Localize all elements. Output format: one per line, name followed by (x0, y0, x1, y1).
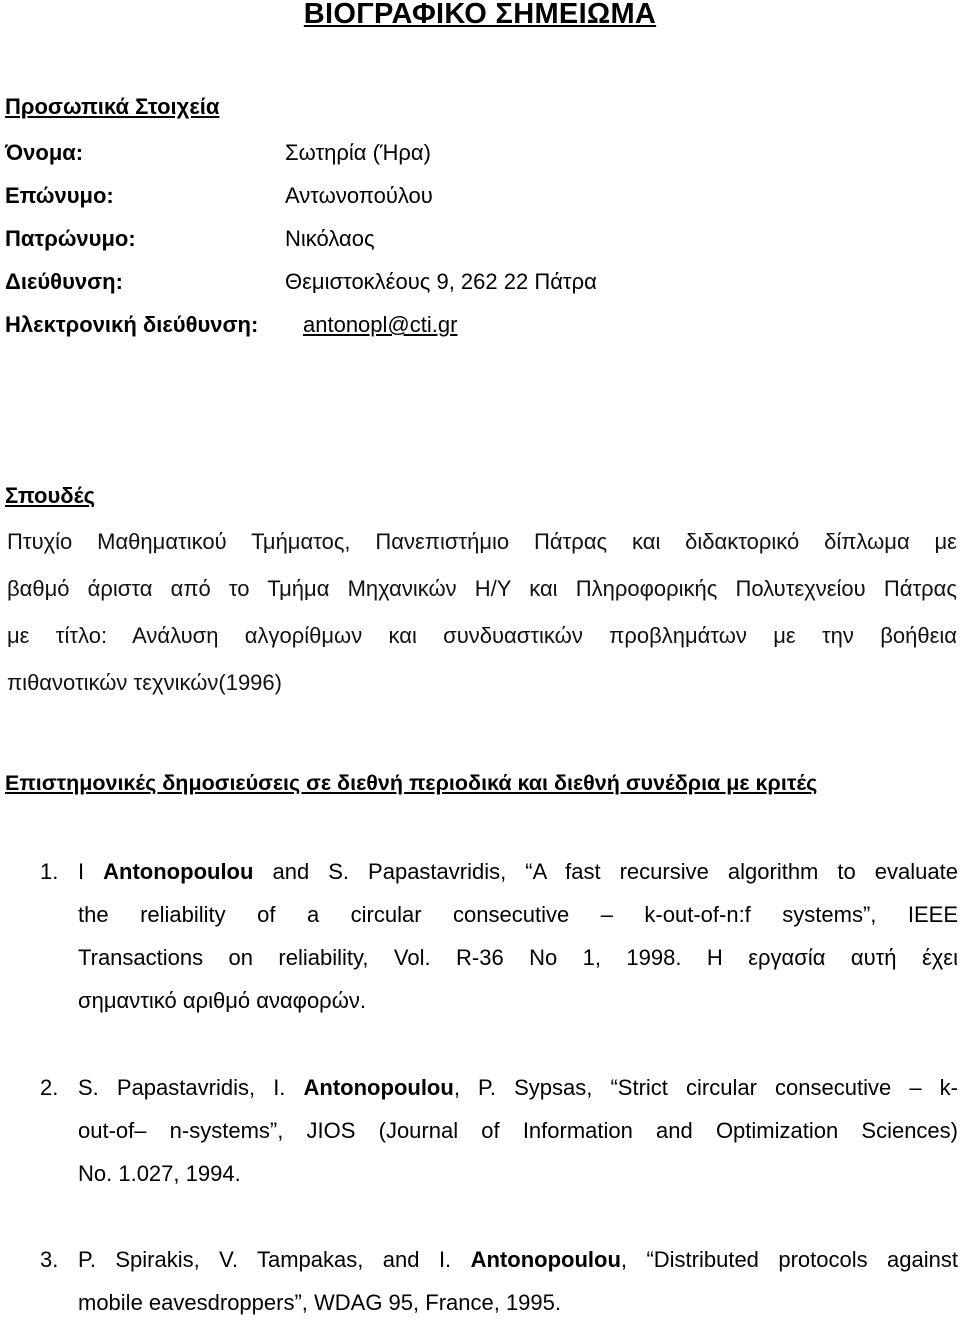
document-title: ΒΙΟΓΡΑΦΙΚΟ ΣΗΜΕΙΩΜΑ (303, 0, 657, 30)
publication-item (40, 1066, 958, 1195)
publication-line: No. 1.027, 1994. (78, 1161, 241, 1186)
author-highlight: Antonopoulou (103, 859, 254, 884)
studies-paragraph (7, 520, 957, 704)
author-highlight: Antonopoulou (470, 1247, 621, 1272)
publication-item (40, 850, 958, 1022)
name-label: Όνομα: (5, 140, 84, 165)
patronymic-label: Πατρώνυμο: (5, 226, 136, 251)
publication-line: Transactions on reliability, Vol. R-36 No 1, 1998. Η εργασία αυτή έχει (78, 945, 958, 970)
publication-line: out-of– n-systems”, JIOS (Journal of Information and Optimization Sciences) (78, 1118, 958, 1143)
publication-line: the reliability of a circular consecutive – k-out-of-n:f systems”, IEEE (78, 902, 958, 927)
name-value: Σωτηρία (Ήρα) (285, 140, 431, 165)
author-highlight: Antonopoulou (303, 1075, 454, 1100)
email-link[interactable]: antonopl@cti.gr (303, 312, 458, 337)
publication-number: 2. (40, 1075, 59, 1100)
publication-number: 1. (40, 859, 59, 884)
studies-heading: Σπουδές (5, 483, 96, 508)
patronymic-value: Νικόλαος (285, 226, 375, 251)
address-label: Διεύθυνση: (5, 269, 123, 294)
publication-line: P. Spirakis, V. Tampakas, and I. Antonopoulou, “Distributed protocols against (78, 1247, 958, 1272)
studies-line: πιθανοτικών τεχνικών(1996) (7, 670, 282, 695)
surname-label: Επώνυμο: (5, 183, 114, 208)
email-label: Ηλεκτρονική διεύθυνση: (5, 312, 259, 337)
address-value: Θεμιστοκλέους 9, 262 22 Πάτρα (285, 269, 597, 294)
studies-line: Πτυχίο Μαθηματικού Τμήματος, Πανεπιστήμιο Πάτρας και διδακτορικό δίπλωμα με (7, 529, 957, 554)
publication-number: 3. (40, 1247, 59, 1272)
studies-line: με τίτλο: Ανάλυση αλγορίθμων και συνδυαστικών προβλημάτων με την βοήθεια (7, 623, 957, 648)
studies-line: βαθμό άριστα από το Τμήμα Μηχανικών Η/Υ και Πληροφορικής Πολυτεχνείου Πάτρας (7, 576, 957, 601)
publications-heading: Επιστημονικές δημοσιεύσεις σε διεθνή περιοδικά και διεθνή συνέδρια με κριτές (5, 771, 818, 795)
publication-line: σημαντικό αριθμό αναφορών. (78, 988, 366, 1013)
publication-item (40, 1238, 958, 1324)
publication-line: mobile eavesdroppers”, WDAG 95, France, 1995. (78, 1290, 562, 1315)
publication-line: S. Papastavridis, I. Antonopoulou, P. Sypsas, “Strict circular consecutive – k- (78, 1075, 958, 1100)
personal-heading: Προσωπικά Στοιχεία (5, 94, 220, 119)
surname-value: Αντωνοπούλου (285, 183, 433, 208)
publication-line: I Antonopoulou and S. Papastavridis, “A fast recursive algorithm to evaluate (78, 859, 958, 884)
